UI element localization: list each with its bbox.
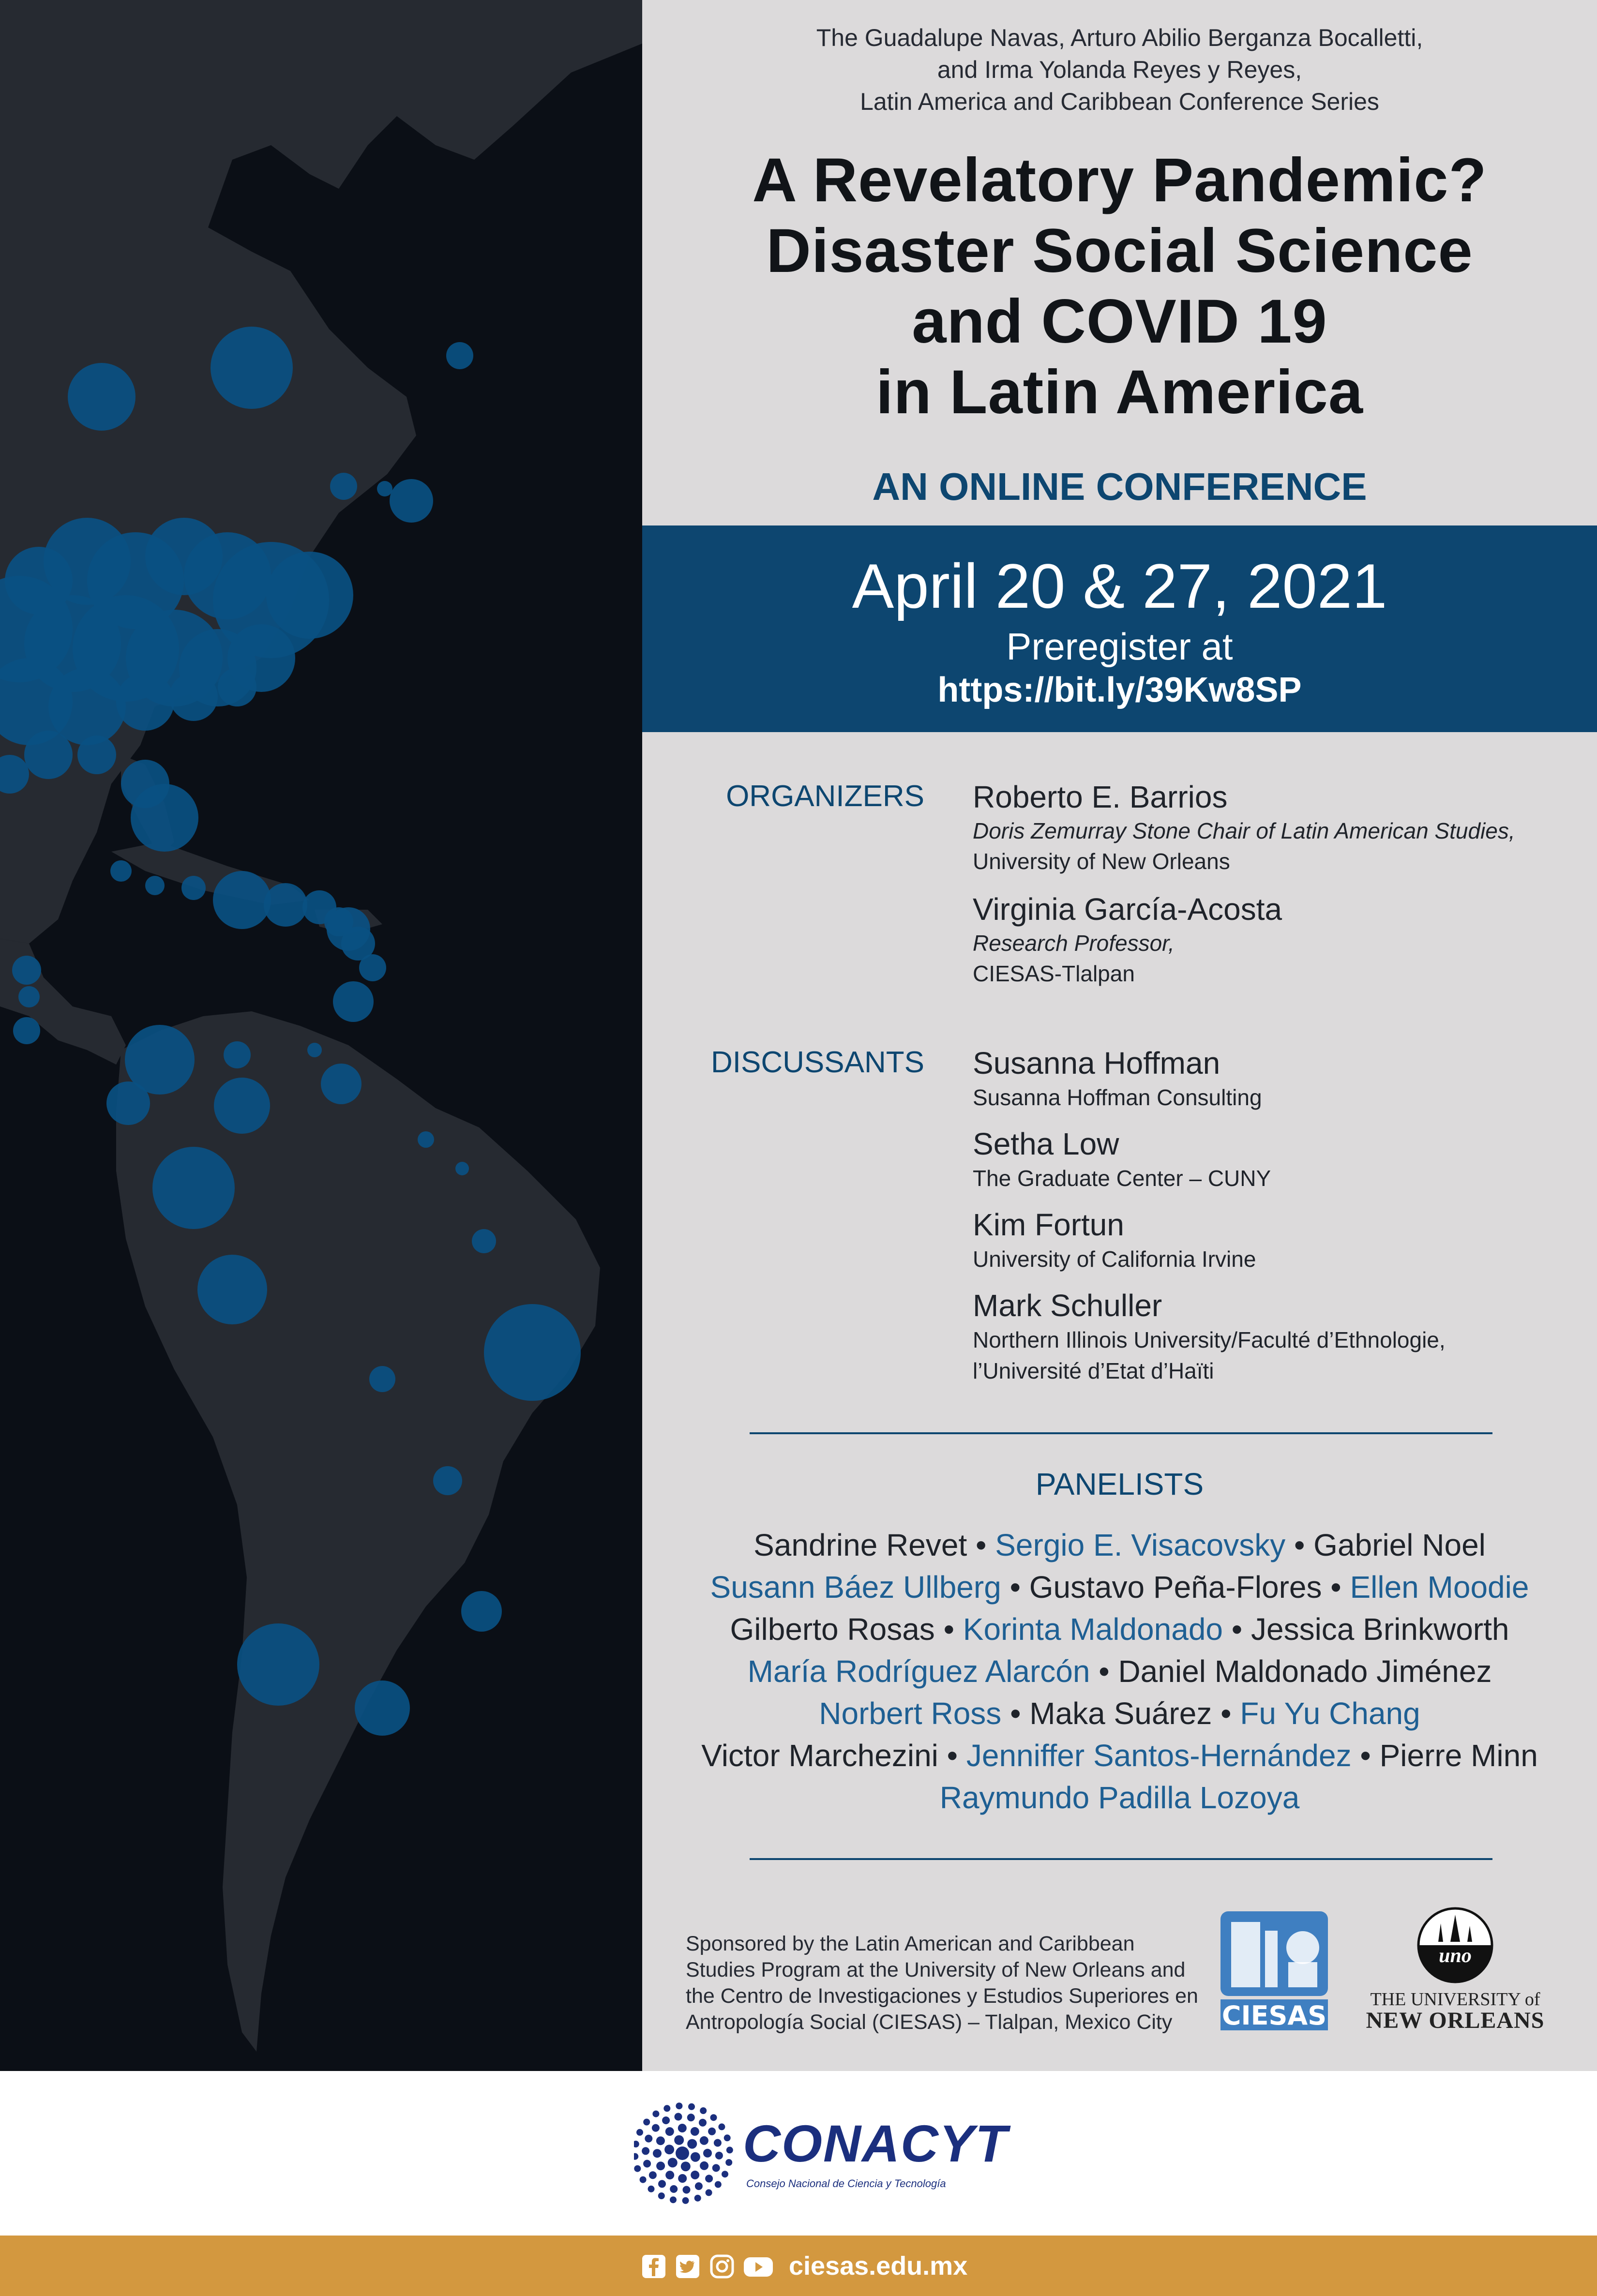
panelist-line	[642, 1777, 1597, 1819]
conacyt-dot	[682, 2197, 689, 2204]
conacyt-dot	[706, 2189, 712, 2196]
conacyt-dot	[703, 2149, 712, 2158]
conacyt-subtitle: Consejo Nacional de Ciencia y Tecnología	[746, 2177, 946, 2190]
conacyt-dot	[662, 2116, 670, 2124]
conacyt-dot	[645, 2135, 652, 2143]
conacyt-dot	[700, 2161, 708, 2170]
series-line-3: Latin America and Caribbean Conference Series	[860, 88, 1379, 115]
conacyt-dot	[715, 2181, 722, 2188]
panelist-name: Pierre Minn	[1379, 1738, 1538, 1773]
americas-covid-map	[0, 0, 642, 2071]
conacyt-dot	[664, 2145, 674, 2154]
bullet-separator: •	[1322, 1570, 1350, 1605]
conacyt-dot	[652, 2124, 660, 2132]
discussant-institution: University of California Irvine	[973, 1246, 1256, 1272]
conacyt-dot	[668, 2158, 678, 2167]
uno-name-line-2: NEW ORLEANS	[1366, 2008, 1545, 2033]
conacyt-dot	[675, 2113, 682, 2121]
panelist-name: Ellen Moodie	[1350, 1570, 1529, 1605]
panelist-name: Korinta Maldonado	[963, 1612, 1223, 1647]
conference-title	[642, 145, 1597, 428]
sponsor-line-3: the Centro de Investigaciones y Estudios Superiores en	[686, 1984, 1198, 2008]
conacyt-dot	[710, 2114, 717, 2121]
conacyt-dot	[687, 2114, 695, 2121]
conacyt-dot	[656, 2136, 665, 2145]
conacyt-dot	[665, 2171, 674, 2179]
preregister-label: Preregister at	[1006, 625, 1233, 668]
conacyt-dot	[665, 2127, 674, 2136]
panelist-name: Maka Suárez	[1029, 1696, 1212, 1731]
conacyt-dot	[670, 2185, 678, 2193]
conacyt-dot	[658, 2192, 665, 2199]
discussant-4	[973, 1287, 1582, 1386]
conacyt-dot	[725, 2159, 732, 2166]
map-dot	[77, 735, 116, 774]
conacyt-dot	[722, 2171, 728, 2177]
conacyt-dot	[653, 2149, 662, 2158]
uno-logo	[1358, 1904, 1552, 2040]
map-dot	[377, 481, 392, 496]
map-dot	[197, 1255, 267, 1324]
map-dot	[13, 1017, 40, 1044]
sponsor-line-4: Antropología Social (CIESAS) – Tlalpan, Mexico City	[686, 2011, 1173, 2034]
organizer-name: Virginia García-Acosta	[973, 892, 1282, 927]
conacyt-dot	[700, 2107, 707, 2114]
twitter-icon[interactable]	[675, 2254, 700, 2281]
map-dot	[433, 1466, 462, 1495]
ciesas-wordmark: CIESAS	[1221, 2000, 1327, 2031]
conacyt-dot	[691, 2152, 700, 2162]
bullet-separator: •	[938, 1738, 966, 1773]
panelist-name: Norbert Ross	[819, 1696, 1002, 1731]
title-line-1: A Revelatory Pandemic?	[752, 146, 1487, 215]
discussant-institution-line-2: l’Université d’Etat d’Haïti	[973, 1358, 1214, 1383]
conacyt-dot	[694, 2195, 701, 2202]
conacyt-dot	[695, 2182, 703, 2190]
panelist-line	[642, 1693, 1597, 1735]
bullet-separator: •	[1351, 1738, 1380, 1773]
map-dot	[110, 860, 132, 882]
north-america-land	[0, 0, 642, 944]
discussant-institution: Northern Illinois University/Faculté d’Ethnologie,	[973, 1327, 1446, 1352]
conacyt-dot	[715, 2152, 723, 2160]
footer-bar	[0, 2236, 1597, 2296]
organizer-2	[973, 890, 1582, 989]
conacyt-dot	[726, 2146, 733, 2153]
conacyt-dot	[678, 2174, 687, 2183]
organizer-institution: University of New Orleans	[973, 849, 1230, 874]
sponsor-line-1: Sponsored by the Latin American and Caribbean	[686, 1932, 1135, 1955]
map-dot	[24, 731, 73, 779]
panelist-name: Victor Marchezini	[701, 1738, 938, 1773]
map-dot	[369, 1366, 395, 1392]
panelists-list	[642, 1524, 1597, 1819]
conacyt-dot	[640, 2176, 647, 2183]
conacyt-dot	[642, 2147, 649, 2155]
map-dot	[145, 876, 165, 895]
uno-seal-icon	[1358, 1904, 1552, 1986]
discussants-label: DISCUSSANTS	[711, 1046, 924, 1079]
panelist-name: Gustavo Peña-Flores	[1029, 1570, 1322, 1605]
map-dot	[214, 1078, 270, 1134]
online-conference-label: AN ONLINE CONFERENCE	[872, 465, 1367, 508]
map-dot	[48, 668, 126, 745]
conacyt-dot	[634, 2141, 639, 2147]
map-dot	[446, 342, 473, 369]
panelist-name: Jenniffer Santos-Hernández	[966, 1738, 1352, 1773]
map-dot	[131, 784, 198, 852]
map-dot	[18, 986, 40, 1007]
conacyt-dot	[652, 2111, 659, 2117]
social-icons	[641, 2254, 780, 2279]
organizer-role: Doris Zemurray Stone Chair of Latin American Studies,	[973, 818, 1515, 843]
conacyt-dot	[634, 2165, 641, 2172]
panelist-name: Sandrine Revet	[753, 1528, 967, 1562]
panelist-line	[642, 1735, 1597, 1777]
conacyt-dot	[700, 2136, 708, 2145]
info-panel	[642, 0, 1597, 2071]
panelist-line	[642, 1651, 1597, 1693]
conacyt-dot	[699, 2119, 707, 2127]
conacyt-dot	[691, 2127, 699, 2136]
map-dot	[181, 876, 206, 900]
map-dot	[321, 1064, 362, 1104]
conacyt-dot	[687, 2139, 697, 2149]
conacyt-dot	[724, 2134, 731, 2141]
title-line-3: and COVID 19	[912, 287, 1327, 356]
organizer-name: Roberto E. Barrios	[973, 780, 1228, 814]
map-dot	[330, 473, 357, 500]
conacyt-dot	[691, 2171, 699, 2179]
panelist-name: Daniel Maldonado Jiménez	[1118, 1654, 1492, 1689]
date-registration-band	[642, 525, 1597, 732]
panelist-name: Raymundo Padilla Lozoya	[939, 1780, 1300, 1815]
bullet-separator: •	[1001, 1696, 1030, 1731]
map-dot	[455, 1162, 469, 1175]
map-dot	[472, 1229, 496, 1253]
title-line-4: in Latin America	[875, 358, 1364, 427]
divider-top	[750, 1432, 1492, 1434]
conacyt-dot	[670, 2196, 677, 2203]
discussant-name: Kim Fortun	[973, 1207, 1124, 1242]
map-dot	[390, 479, 433, 523]
map-dot	[68, 363, 136, 431]
panelist-line	[642, 1566, 1597, 1608]
map-dot	[307, 1043, 322, 1057]
facebook-icon[interactable]	[641, 2254, 666, 2281]
discussant-3	[973, 1206, 1582, 1275]
conacyt-dot	[705, 2175, 713, 2182]
organizers-label: ORGANIZERS	[726, 780, 924, 813]
bullet-separator: •	[1090, 1654, 1118, 1689]
discussant-1	[973, 1044, 1582, 1113]
discussant-name: Mark Schuller	[973, 1288, 1162, 1323]
panelist-line	[642, 1608, 1597, 1651]
bullet-separator: •	[1285, 1528, 1314, 1562]
panelist-name: Gabriel Noel	[1313, 1528, 1486, 1562]
sponsor-line-2: Studies Program at the University of New Orleans and	[686, 1958, 1186, 1981]
divider-bottom	[750, 1858, 1492, 1860]
map-dot	[355, 1681, 410, 1736]
map-dot	[224, 1041, 251, 1068]
panelist-name: María Rodríguez Alarcón	[747, 1654, 1090, 1689]
instagram-icon[interactable]	[709, 2254, 735, 2281]
map-dot	[264, 883, 307, 927]
bullet-separator: •	[934, 1612, 963, 1647]
series-line-2: and Irma Yolanda Reyes y Reyes,	[937, 56, 1302, 83]
conacyt-dot	[648, 2186, 655, 2192]
discussant-name: Susanna Hoffman	[973, 1046, 1220, 1080]
discussant-name: Setha Low	[973, 1126, 1119, 1161]
map-dot	[169, 673, 218, 721]
bullet-separator: •	[1212, 1696, 1240, 1731]
conacyt-dot	[708, 2128, 716, 2135]
map-dot	[266, 552, 353, 639]
discussant-institution: Susanna Hoffman Consulting	[973, 1085, 1262, 1110]
conacyt-dot	[643, 2119, 650, 2126]
title-line-2: Disaster Social Science	[766, 216, 1473, 285]
ciesas-logo	[1220, 1911, 1328, 2032]
bullet-separator: •	[1001, 1570, 1029, 1605]
conference-series	[642, 22, 1597, 118]
conacyt-dot	[712, 2164, 720, 2172]
conacyt-dot	[678, 2124, 687, 2132]
map-dot	[359, 954, 386, 981]
conacyt-dot	[718, 2123, 725, 2130]
bullet-separator: •	[967, 1528, 995, 1562]
conacyt-wordmark: CONACYT	[743, 2114, 1008, 2173]
registration-link[interactable]: https://bit.ly/39Kw8SP	[937, 671, 1302, 709]
panelist-name: Susann Báez Ullberg	[710, 1570, 1001, 1605]
conacyt-dot	[649, 2171, 657, 2179]
series-line-1: The Guadalupe Navas, Arturo Abilio Berganza Bocalletti,	[816, 24, 1423, 51]
uno-name-line-1: THE UNIVERSITY of	[1370, 1989, 1540, 2010]
footer-website-link[interactable]: ciesas.edu.mx	[789, 2251, 968, 2281]
map-panel	[0, 0, 642, 2071]
conacyt-dot	[643, 2160, 651, 2168]
bullet-separator: •	[1223, 1612, 1251, 1647]
discussant-institution: The Graduate Center – CUNY	[973, 1166, 1271, 1191]
map-dot	[211, 327, 293, 409]
conacyt-dot	[676, 2146, 689, 2160]
panelist-name: Gilberto Rosas	[730, 1612, 935, 1647]
conacyt-dot	[676, 2102, 682, 2109]
map-dot	[116, 673, 174, 731]
conacyt-dot	[663, 2105, 670, 2112]
uno-wordmark	[1358, 1989, 1552, 2033]
conacyt-dot	[681, 2161, 691, 2171]
discussant-2	[973, 1125, 1582, 1194]
map-dot	[333, 981, 374, 1022]
conacyt-dot	[634, 2153, 638, 2160]
conacyt-dot	[674, 2135, 684, 2145]
organizer-role: Research Professor,	[973, 930, 1175, 956]
conacyt-dot	[714, 2139, 722, 2147]
panelist-name: Sergio E. Visacovsky	[995, 1528, 1286, 1562]
panelist-name: Fu Yu Chang	[1240, 1696, 1420, 1731]
conacyt-dot	[683, 2186, 691, 2194]
map-dot	[461, 1591, 502, 1632]
central-america-land	[0, 939, 126, 1065]
map-dot	[237, 1623, 319, 1706]
organizer-institution: CIESAS-Tlalpan	[973, 961, 1135, 986]
panelist-line	[642, 1524, 1597, 1566]
event-date: April 20 & 27, 2021	[852, 551, 1387, 621]
conacyt-dot	[636, 2129, 643, 2136]
uno-mark: uno	[1439, 1945, 1472, 1967]
sponsor-statement	[686, 1931, 1228, 2035]
map-dot	[152, 1147, 235, 1229]
conacyt-dot	[656, 2161, 665, 2170]
map-dot	[213, 871, 271, 929]
map-dot	[418, 1131, 434, 1148]
conacyt-dot	[688, 2103, 695, 2110]
conacyt-dot	[658, 2180, 666, 2188]
ciesas-emblem-icon	[1220, 1911, 1328, 2032]
map-dot	[106, 1081, 150, 1125]
map-dot	[484, 1304, 581, 1401]
conacyt-dot-emblem-icon	[634, 2102, 736, 2204]
panelist-name: Jessica Brinkworth	[1250, 1612, 1509, 1647]
map-dot	[218, 668, 256, 706]
panelists-label: PANELISTS	[1035, 1467, 1204, 1501]
map-dot	[12, 956, 41, 985]
conacyt-logo	[634, 2102, 1008, 2209]
youtube-icon[interactable]	[743, 2254, 773, 2281]
organizer-1	[973, 778, 1582, 877]
